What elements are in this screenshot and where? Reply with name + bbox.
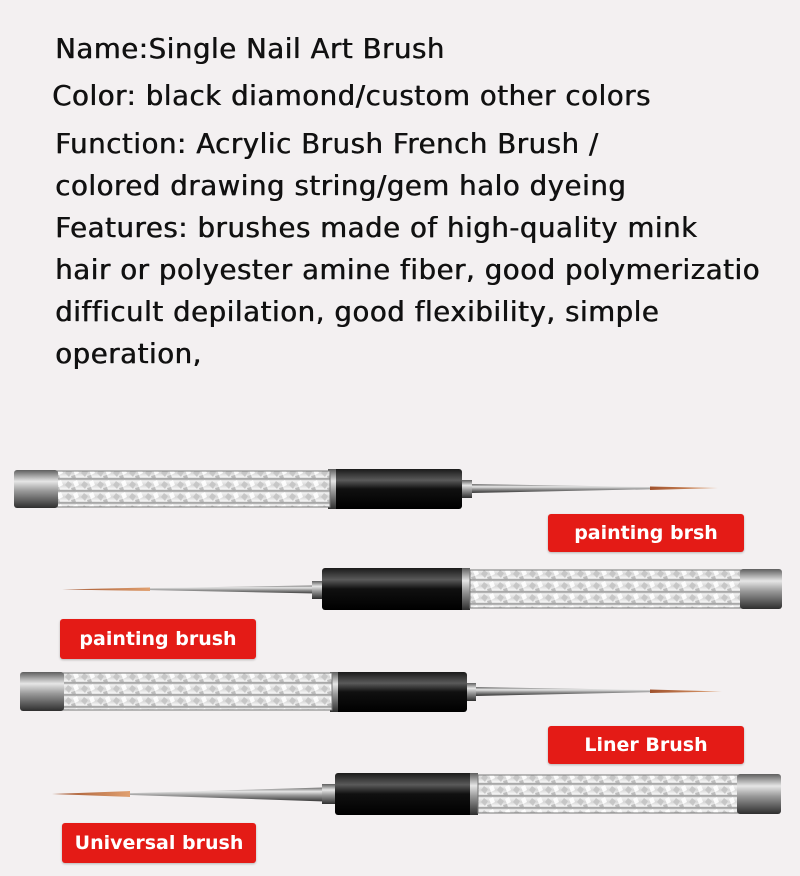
brush-image-4: [0, 760, 800, 830]
brush-label-1: painting brsh: [548, 514, 744, 552]
features-line-1: Features: brushes made of high-quality mink: [55, 212, 698, 244]
function-line-2: colored drawing string/gem halo dyeing: [55, 170, 627, 202]
name-line: Name:Single Nail Art Brush: [55, 33, 445, 65]
brush-label-4: Universal brush: [62, 823, 256, 863]
function-line-1: Function: Acrylic Brush French Brush /: [55, 128, 599, 160]
brush-label-3: Liner Brush: [548, 726, 744, 764]
color-line: Color: black diamond/custom other colors: [52, 80, 651, 112]
features-line-2: hair or polyester amine fiber, good polymerizatio: [55, 254, 760, 286]
features-line-3: difficult depilation, good flexibility, simple: [55, 296, 660, 328]
brush-image-2: [0, 556, 800, 626]
brush-image-3: [0, 659, 800, 729]
brush-label-2: painting brush: [60, 619, 256, 659]
product-description: [0, 0, 800, 400]
features-line-4: operation,: [55, 338, 202, 370]
